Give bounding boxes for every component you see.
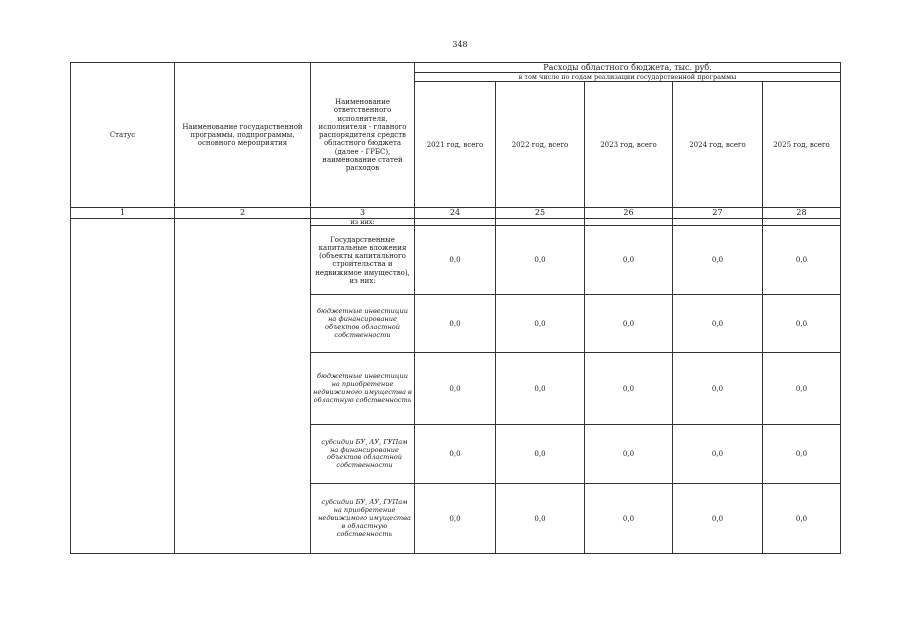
row-value: 0,0 <box>415 353 496 425</box>
row-label: Государственные капитальные вложения (объекты капитального строительства и недвижимое имущество), из них: <box>311 226 415 295</box>
row-label: субсидии БУ, АУ, ГУПам на финансирование объектов областной собственности <box>311 425 415 484</box>
row-value: 0,0 <box>496 226 585 295</box>
row-value: 0,0 <box>496 425 585 484</box>
row-value: 0,0 <box>585 353 673 425</box>
row-value: 0,0 <box>763 353 841 425</box>
izn-label: из них: <box>311 218 415 226</box>
row-value: 0,0 <box>585 484 673 554</box>
header-status: Статус <box>71 63 175 208</box>
empty-cell <box>585 218 673 226</box>
row-value: 0,0 <box>763 484 841 554</box>
row-value: 0,0 <box>763 226 841 295</box>
column-number: 1 <box>71 208 175 218</box>
row-label: субсидии БУ, АУ, ГУПам на приобретение недвижимого имущества в областную собственность <box>311 484 415 554</box>
header-year-2025: 2025 год, всего <box>763 82 841 208</box>
row-value: 0,0 <box>673 425 763 484</box>
row-value: 0,0 <box>763 295 841 353</box>
column-number: 2 <box>175 208 311 218</box>
row-value: 0,0 <box>585 226 673 295</box>
row-value: 0,0 <box>496 484 585 554</box>
row-value: 0,0 <box>496 353 585 425</box>
column-number: 3 <box>311 208 415 218</box>
row-label: бюджетные инвестиции на финансирование объектов областной собственности <box>311 295 415 353</box>
row-value: 0,0 <box>415 425 496 484</box>
row-value: 0,0 <box>585 425 673 484</box>
header-program-name: Наименование государственной программы, подпрограммы, основного мероприятия <box>175 63 311 208</box>
column-number: 26 <box>585 208 673 218</box>
header-year-2023: 2023 год, всего <box>585 82 673 208</box>
row-value: 0,0 <box>415 226 496 295</box>
row-value: 0,0 <box>585 295 673 353</box>
header-executor: Наименование ответственного исполнителя, исполнителя - главного распорядителя средств областного бюджета (далее - ГРБС), наименование статей расходов <box>311 63 415 208</box>
empty-cell <box>763 218 841 226</box>
izn-row <box>71 218 841 226</box>
header-year-2021: 2021 год, всего <box>415 82 496 208</box>
row-value: 0,0 <box>496 295 585 353</box>
empty-cell <box>415 218 496 226</box>
column-number-row <box>71 208 841 218</box>
empty-cell <box>496 218 585 226</box>
row-value: 0,0 <box>415 484 496 554</box>
row-value: 0,0 <box>763 425 841 484</box>
row-value: 0,0 <box>673 295 763 353</box>
page-number: 348 <box>452 40 468 49</box>
column-number: 24 <box>415 208 496 218</box>
row-value: 0,0 <box>415 295 496 353</box>
row-label: бюджетные инвестиции на приобретение недвижимого имущества в областную собственность <box>311 353 415 425</box>
program-name-cell <box>175 218 311 554</box>
budget-table <box>70 62 841 554</box>
row-value: 0,0 <box>673 226 763 295</box>
header-year-2024: 2024 год, всего <box>673 82 763 208</box>
column-number: 25 <box>496 208 585 218</box>
column-number: 28 <box>763 208 841 218</box>
header-row-top <box>71 63 841 73</box>
header-budget-subtitle: в том числе по годам реализации государственной программы <box>415 73 841 82</box>
header-budget-title: Расходы областного бюджета, тыс. руб. <box>415 63 841 73</box>
status-cell <box>71 218 175 554</box>
header-year-2022: 2022 год, всего <box>496 82 585 208</box>
row-value: 0,0 <box>673 484 763 554</box>
empty-cell <box>673 218 763 226</box>
column-number: 27 <box>673 208 763 218</box>
row-value: 0,0 <box>673 353 763 425</box>
